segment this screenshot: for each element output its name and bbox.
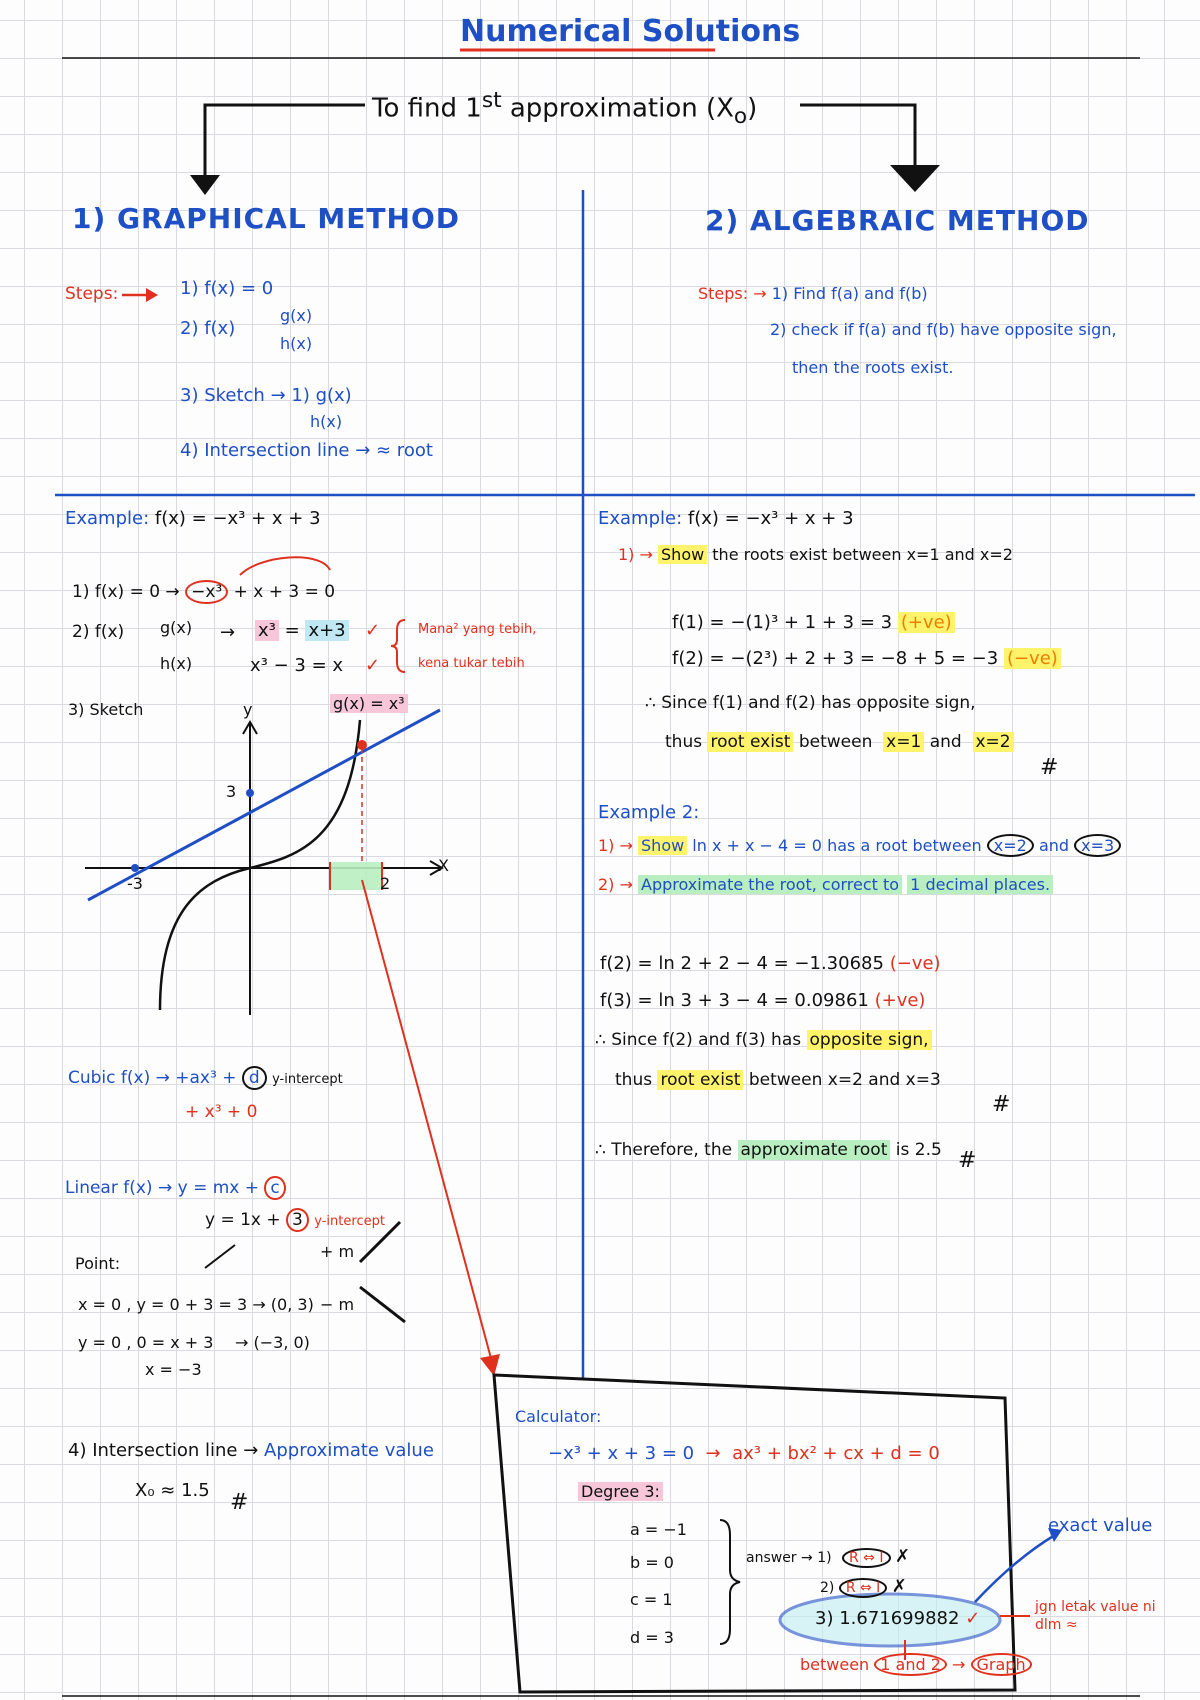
algebraic-example-label: Example: <box>598 508 683 529</box>
calc-ans-1-text: R ⇔ I <box>842 1548 891 1568</box>
page-title: Numerical Solutions <box>460 14 801 49</box>
graphical-step-3-h: h(x) <box>310 412 343 431</box>
alg-calc-2-text: f(2) = −(2³) + 2 + 3 = −8 + 5 = −3 <box>672 648 999 669</box>
algebraic-steps: Steps: → 1) Find f(a) and f(b) <box>698 284 928 303</box>
alg-calc-1-text: f(1) = −(1)³ + 1 + 3 = 3 <box>672 612 893 633</box>
graphical-step-2-g: g(x) <box>280 306 313 325</box>
algebraic-steps-label: Steps: <box>698 284 749 303</box>
alg-therefore-b: approximate root <box>738 1140 891 1160</box>
algebraic-example-fn: f(x) = −x³ + x + 3 <box>687 508 854 529</box>
alg-since2-b: opposite sign, <box>807 1030 932 1050</box>
alg-hash-3: # <box>958 1148 977 1173</box>
ex4-approx: Approximate value <box>264 1440 434 1461</box>
ex1-rest: + x + 3 = 0 <box>233 582 336 602</box>
alg-calc-2 <box>672 648 1061 669</box>
ex2-fx: 2) f(x) <box>72 622 125 642</box>
alg-therefore-c: is 2.5 <box>895 1140 942 1160</box>
calc-degree-text: Degree 3: <box>578 1482 663 1501</box>
graphical-step-3: 3) Sketch → 1) g(x) <box>180 385 352 406</box>
linear-c: c <box>264 1176 285 1200</box>
check-1: ✓ <box>365 620 381 641</box>
root-interval-band <box>330 862 382 890</box>
calc-coef-a: a = −1 <box>630 1520 687 1539</box>
graphical-result: X₀ ≈ 1.5 <box>135 1480 210 1501</box>
point-label: Point: <box>75 1254 121 1273</box>
graphical-hash: # <box>230 1490 249 1515</box>
alg-thus1-a: thus <box>665 732 703 752</box>
algebraic-ex-1: 1) → Show the roots exist between x=1 and x=2 <box>618 545 1013 564</box>
pos-slope-label: + m <box>320 1242 355 1261</box>
calc-ans-1 <box>842 1546 910 1567</box>
alg-f2-sign: (−ve) <box>889 953 941 974</box>
calc-graph: Graph <box>971 1653 1032 1676</box>
point-2a: y = 0 , 0 = x + 3 <box>78 1333 214 1352</box>
calc-exact-value: exact value <box>1048 1515 1153 1536</box>
ex2-g: g(x) <box>160 618 193 637</box>
alg-ex2-1c: ln x + x − 4 = 0 has a root between <box>692 836 982 855</box>
ex1-text: 1) f(x) = 0 → <box>72 582 180 602</box>
ex2-h: h(x) <box>160 654 193 673</box>
link-arrow <box>362 880 492 1362</box>
graphical-step-1: 1) f(x) = 0 <box>180 278 274 299</box>
cubic-note <box>68 1068 343 1088</box>
cubic-text: Cubic f(x) → +ax³ + <box>68 1068 237 1088</box>
alg-calc-1 <box>672 612 955 633</box>
check-2: ✓ <box>365 655 381 676</box>
calc-eq-right: ax³ + bx² + cx + d = 0 <box>732 1443 940 1464</box>
graphical-heading: 1) GRAPHICAL METHOD <box>72 202 460 235</box>
alg-f2-text: f(2) = ln 2 + 2 − 4 = −1.30685 <box>600 953 884 974</box>
left-branch-arrow <box>205 105 365 175</box>
alg-thus2-a: thus <box>615 1070 653 1090</box>
linear-text: Linear f(x) → y = mx + <box>65 1178 259 1198</box>
algebraic-heading: 2) ALGEBRAIC METHOD <box>705 204 1090 237</box>
point-2b: x = −3 <box>145 1360 202 1379</box>
ex2-note-2: kena tukar tebih <box>418 656 525 671</box>
graphical-ex-step-1 <box>72 582 335 602</box>
graphical-step-2: 2) f(x) <box>180 318 236 339</box>
subtitle-suffix: approximation (X <box>509 93 734 124</box>
subtitle-prefix: To find 1 <box>372 93 482 124</box>
alg-ex2-1d: x=2 <box>987 834 1034 857</box>
ex2-equation <box>255 620 349 641</box>
cubic-line-2: + x³ + 0 <box>185 1102 258 1122</box>
calc-between-label: between <box>800 1655 870 1674</box>
subtitle-end: ) <box>747 93 758 124</box>
right-branch-arrow <box>800 105 915 165</box>
alg-f3-sign: (+ve) <box>874 990 926 1011</box>
calc-coef-b: b = 0 <box>630 1553 674 1572</box>
neg-slope-label: − m <box>320 1295 355 1314</box>
linear-note <box>65 1178 286 1198</box>
calc-coef-c: c = 1 <box>630 1590 673 1609</box>
alg-ex1-text: the roots exist between x=1 and x=2 <box>712 545 1013 564</box>
ex2-line2: x³ − 3 = x <box>250 655 344 676</box>
alg-ex2-2c: 1 decimal places. <box>907 875 1053 894</box>
right-arrow-head <box>890 165 940 192</box>
alg-calc-1-sign: (+ve) <box>898 612 955 633</box>
linear-eq <box>205 1210 385 1230</box>
alg-thus1-f: x=2 <box>973 732 1014 752</box>
calc-ans-2-text: R ⇔ I <box>839 1578 888 1598</box>
calc-ans-2-num: 2) <box>820 1580 835 1596</box>
calc-degree <box>578 1482 663 1501</box>
alg-ex2-1e: and <box>1038 836 1070 855</box>
algebraic-step-3: then the roots exist. <box>792 358 954 377</box>
graphical-step-4: 4) Intersection line → ≈ root <box>180 440 433 461</box>
calc-between-range: 1 and 2 <box>874 1653 947 1676</box>
graph-g-label <box>330 694 408 713</box>
alg-f3-text: f(3) = ln 3 + 3 − 4 = 0.09861 <box>600 990 869 1011</box>
tick-m3: -3 <box>127 874 143 893</box>
alg-since2-a: ∴ Since f(2) and f(3) has <box>595 1030 802 1050</box>
alg-thus2-c: between x=2 and x=3 <box>748 1070 941 1090</box>
subtitle-sub: o <box>733 103 748 129</box>
tick-2: 2 <box>380 874 391 893</box>
calc-equation: −x³ + x + 3 = 0 → ax³ + bx² + cx + d = 0 <box>548 1443 940 1464</box>
alg-example-2-label: Example 2: <box>598 802 700 823</box>
subtitle <box>372 88 757 129</box>
alg-ex1-num: 1) <box>618 545 635 564</box>
algebraic-example <box>598 508 854 529</box>
ex2-arrow: → <box>220 622 236 643</box>
alg-thus2-b: root exist <box>657 1070 743 1090</box>
graphical-example-fn: f(x) = −x³ + x + 3 <box>154 508 321 529</box>
alg-thus-2 <box>615 1070 941 1090</box>
alg-ex2-1f: x=3 <box>1074 834 1121 857</box>
alg-ex2-1a: 1) → <box>598 836 633 855</box>
cubic-intercept: y-intercept <box>272 1072 343 1087</box>
ex2-lhs: x³ <box>255 620 279 641</box>
graphical-example-label: Example: <box>65 508 150 529</box>
alg-ex2-1b: Show <box>638 836 687 855</box>
alg-thus-1 <box>665 732 1014 752</box>
alg-ex2-2a: 2) → <box>598 875 633 894</box>
alg-ex2-2b: Approximate the root, correct to <box>638 875 902 894</box>
graphical-example <box>65 508 321 529</box>
ex2-eq: = <box>284 620 300 641</box>
linear-eq-text: y = 1x + <box>205 1210 281 1230</box>
alg-ex2-step-2 <box>598 875 1053 894</box>
calc-ans-3 <box>815 1608 980 1629</box>
point-2c: → (−3, 0) <box>235 1333 310 1352</box>
algebraic-step-2: 2) check if f(a) and f(b) have opposite sign, <box>770 320 1117 339</box>
alg-ex1-show: Show <box>658 545 707 564</box>
alg-hash-1: # <box>1040 755 1059 780</box>
tick-3: 3 <box>226 782 237 801</box>
ex1-term: −x³ <box>185 580 228 604</box>
alg-therefore-a: ∴ Therefore, the <box>595 1140 733 1160</box>
calc-ans-1-cross: ✗ <box>894 1546 911 1567</box>
alg-f3 <box>600 990 925 1011</box>
graphical-step-2-h: h(x) <box>280 334 313 353</box>
axis-y-label: y <box>243 700 253 719</box>
alg-ex2-step-1 <box>598 836 1121 855</box>
calc-eq-left: −x³ + x + 3 = 0 <box>548 1443 695 1464</box>
graphical-steps-label: Steps: <box>65 284 119 304</box>
ex2-rhs: x+3 <box>305 620 348 641</box>
linear-intercept: y-intercept <box>314 1214 385 1229</box>
ex2-note-1: Mana² yang tebih, <box>418 622 537 637</box>
alg-since-1: ∴ Since f(1) and f(2) has opposite sign, <box>645 693 976 713</box>
calc-ans-3-text: 3) 1.671699882 <box>815 1608 960 1629</box>
alg-thus1-d: x=1 <box>883 732 924 752</box>
calc-label: Calculator: <box>515 1407 602 1426</box>
calc-coef-d: d = 3 <box>630 1628 674 1647</box>
ex4-text: 4) Intersection line → <box>68 1440 259 1461</box>
alg-thus1-c: between <box>798 732 873 752</box>
linear-3: 3 <box>286 1208 309 1232</box>
axis-x-label: X <box>438 856 449 875</box>
point-1: x = 0 , y = 0 + 3 = 3 → (0, 3) <box>78 1295 314 1314</box>
algebraic-step-1: 1) Find f(a) and f(b) <box>771 284 928 303</box>
graphical-ex-step-4 <box>68 1440 434 1461</box>
subtitle-sup: st <box>481 88 502 113</box>
calc-ans-2 <box>820 1576 907 1597</box>
calc-note: jgn letak value ni dlm ≈ <box>1035 1599 1156 1633</box>
cubic-d: d <box>242 1066 267 1090</box>
alg-since-2 <box>595 1030 932 1050</box>
alg-thus1-e: and <box>929 732 962 752</box>
alg-f2 <box>600 953 941 974</box>
alg-calc-2-sign: (−ve) <box>1004 648 1061 669</box>
graph-g-text: g(x) = x³ <box>330 694 408 713</box>
alg-therefore <box>595 1140 942 1160</box>
calc-between: between 1 and 2 → Graph <box>800 1655 1032 1674</box>
linear-line <box>88 710 440 900</box>
alg-thus1-b: root exist <box>707 732 793 752</box>
calc-ans-2-cross: ✗ <box>891 1576 907 1597</box>
calc-answer-label: answer → 1) <box>746 1550 832 1566</box>
alg-hash-2: # <box>992 1092 1011 1117</box>
ex3-sketch-label: 3) Sketch <box>68 700 144 719</box>
left-arrow-head <box>190 175 220 195</box>
calc-ans-3-check: ✓ <box>965 1608 981 1629</box>
sketch-graph <box>85 710 442 1015</box>
